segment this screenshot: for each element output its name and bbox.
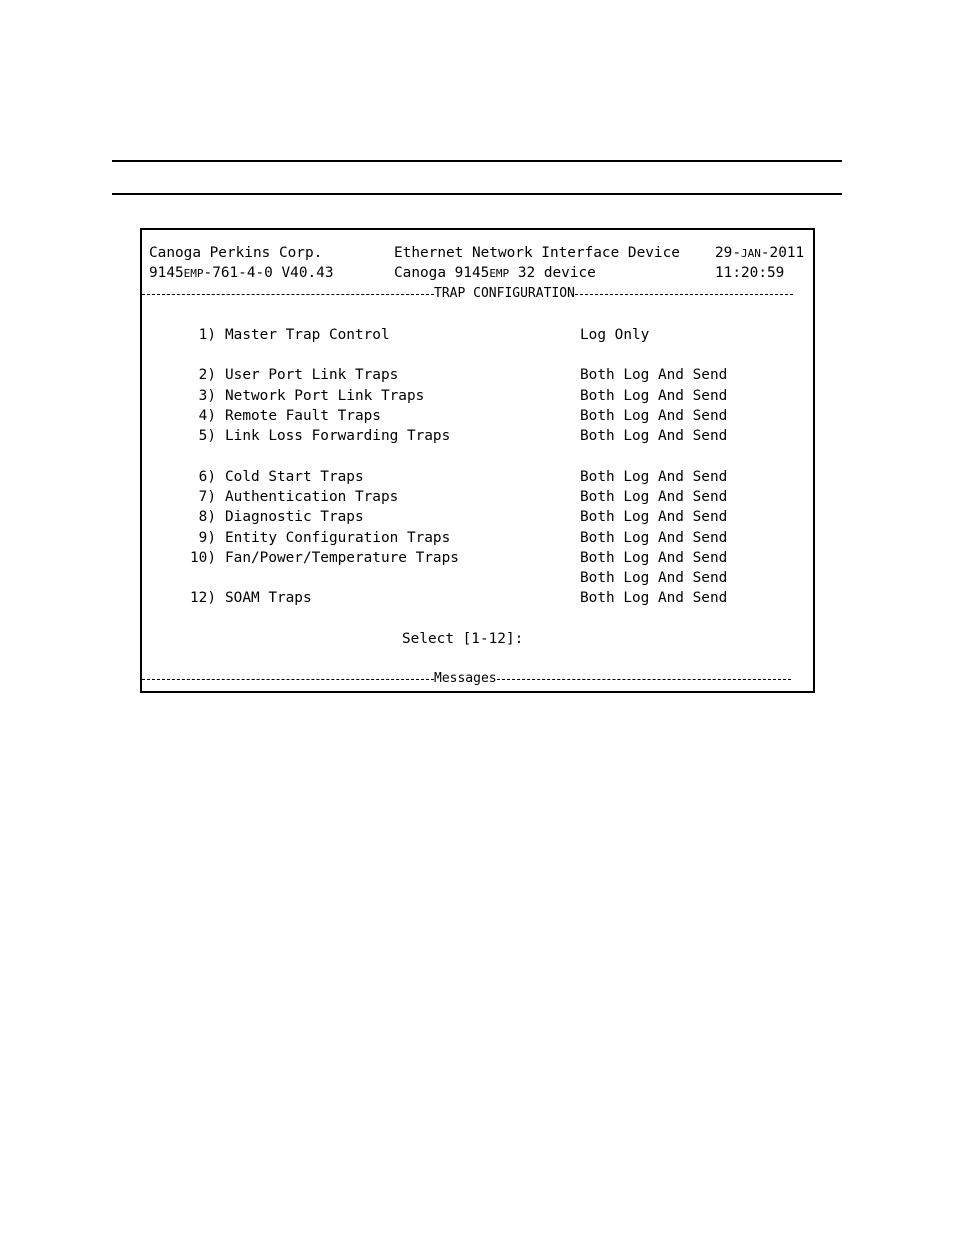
menu-item-label: Master Trap Control <box>225 327 390 343</box>
messages-divider <box>142 671 791 687</box>
menu-item-label: Entity Configuration Traps <box>225 530 451 546</box>
title-divider <box>142 286 793 302</box>
divider-line-left <box>142 294 434 295</box>
menu-item-number: 5) <box>198 428 216 444</box>
device-type: Ethernet Network Interface Device <box>394 245 680 261</box>
menu-item-label: Network Port Link Traps <box>225 388 425 404</box>
menu-item-value: Both Log And Send <box>580 550 728 566</box>
menu-item-number: 3) <box>198 388 216 404</box>
menu-item-value: Both Log And Send <box>580 469 728 485</box>
menu-item-value: Both Log And Send <box>580 489 728 505</box>
menu-item-number: 9) <box>198 530 216 546</box>
menu-item-number: 6) <box>198 469 216 485</box>
divider-line-left <box>142 679 434 680</box>
menu-item-label: Fan/Power/Temperature Traps <box>225 550 459 566</box>
messages-title: Messages <box>434 671 497 686</box>
menu-item-value: Both Log And Send <box>580 408 728 424</box>
menu-item-number: 4) <box>198 408 216 424</box>
menu-item-value: Both Log And Send <box>580 509 728 525</box>
divider-line-right <box>575 294 793 295</box>
header-date: 29-JAN-2011 <box>715 245 805 261</box>
menu-item-label: Cold Start Traps <box>225 469 364 485</box>
terminal-screen <box>140 228 815 693</box>
device-name: Canoga 9145EMP 32 device <box>394 265 596 281</box>
header-time: 11:20:59 <box>715 265 785 281</box>
menu-item-number: 8) <box>198 509 216 525</box>
menu-item-number: 1) <box>198 327 216 343</box>
menu-item-number: 7) <box>198 489 216 505</box>
firmware-version: 9145EMP-761-4-0 V40.43 <box>149 265 334 281</box>
menu-item-value: Log Only <box>580 327 650 343</box>
menu-item-value: Both Log And Send <box>580 570 728 586</box>
select-prompt[interactable]: Select [1-12]: <box>402 631 524 647</box>
menu-item-label: Authentication Traps <box>225 489 399 505</box>
page-rule-bottom <box>112 193 842 195</box>
menu-item-label: Link Loss Forwarding Traps <box>225 428 451 444</box>
menu-item-value: Both Log And Send <box>580 367 728 383</box>
menu-item-value: Both Log And Send <box>580 530 728 546</box>
company-name: Canoga Perkins Corp. <box>149 245 323 261</box>
divider-line-right <box>497 679 791 680</box>
menu-item-label: Remote Fault Traps <box>225 408 381 424</box>
menu-item-value: Both Log And Send <box>580 428 728 444</box>
menu-item-number: 2) <box>198 367 216 383</box>
menu-item-value: Both Log And Send <box>580 590 728 606</box>
page-rule-top <box>112 160 842 162</box>
screen-title: TRAP CONFIGURATION <box>434 286 575 301</box>
menu-item-label: User Port Link Traps <box>225 367 399 383</box>
menu-item-number: 10) <box>190 550 216 566</box>
menu-item-number: 12) <box>190 590 216 606</box>
menu-item-label: SOAM Traps <box>225 590 312 606</box>
menu-item-value: Both Log And Send <box>580 388 728 404</box>
menu-item-label: Diagnostic Traps <box>225 509 364 525</box>
